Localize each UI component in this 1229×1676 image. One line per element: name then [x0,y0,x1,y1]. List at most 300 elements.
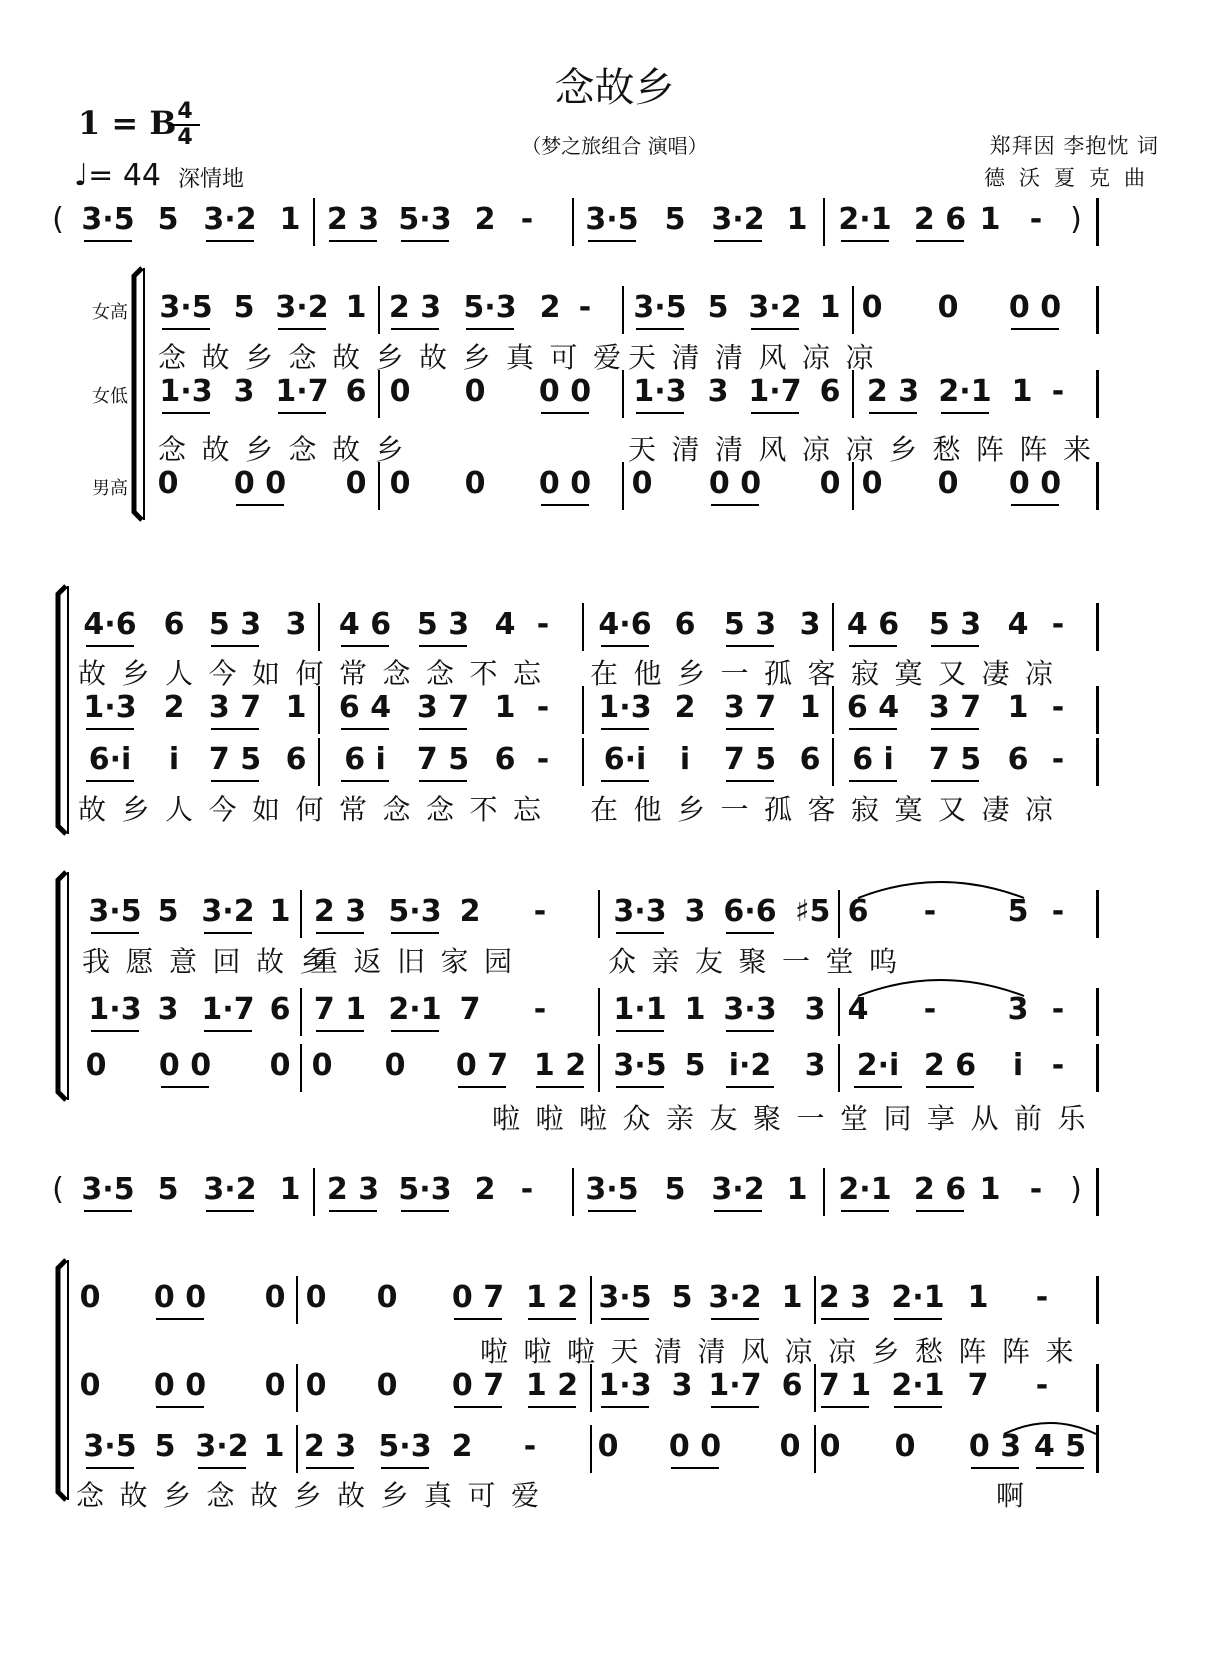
note-token: - [1035,1280,1049,1315]
song-title: 念故乡 [554,65,675,111]
beam-line [84,240,132,242]
note-token: 0 [264,1368,286,1403]
note-token: 4 [847,992,869,1027]
note-token: 3·2 [748,290,802,325]
note-token: 2 6 [913,202,967,237]
beam-line [466,328,514,330]
note-token: 3 7 [208,690,262,725]
beam-line [636,412,684,414]
note-token: 1·3 [83,690,137,725]
beam-line [849,645,897,647]
note-token: 2 [674,690,696,725]
note-token: 4·6 [83,607,137,642]
note-token: 6 [285,742,307,777]
beam-line [869,412,917,414]
note-token: 1·3 [88,992,142,1027]
note-token: 4 6 [846,607,900,642]
note-token: 1 [979,1172,1001,1207]
note-token: 7 1 [313,992,367,1027]
notation-row [0,1168,1229,1216]
barline [1096,286,1099,334]
beam-line [601,1318,649,1320]
note-token: - [1051,374,1065,409]
note-token: 1 [684,992,706,1027]
beam-line [401,240,449,242]
barline [1096,603,1099,651]
beam-line [726,645,774,647]
barline [1096,988,1099,1036]
beam-line [206,1210,254,1212]
note-token: 0 0 [538,466,592,501]
beam-line [636,328,684,330]
beam-line [916,1210,964,1212]
note-token: 5 3 [416,607,470,642]
barline [852,370,854,418]
note-token: - [1029,1172,1043,1207]
note-token: 2·1 [388,992,442,1027]
note-token: 3·2 [708,1280,762,1315]
beam-line [751,412,799,414]
note-token: 2 [451,1429,473,1464]
barline [582,738,584,786]
note-token: 6 [781,1368,803,1403]
note-token: 0 0 [1008,466,1062,501]
beam-line [616,1086,664,1088]
note-token: 5 [157,202,179,237]
note-token: ) [1070,202,1082,237]
lyric-line: 天清清风凉凉乡愁阵阵来 [628,433,1107,466]
beam-line [86,780,134,782]
note-token: 3·3 [613,894,667,929]
note-token: 2 3 [303,1429,357,1464]
note-token: 5 [1007,894,1029,929]
barline [590,1364,592,1412]
note-token: 6·i [88,742,132,777]
lyric-line: 念故乡念故乡故乡真可爱 [76,1479,555,1512]
beam-line [726,932,774,934]
beam-line [711,1406,759,1408]
lyric-line: 我愿意回故乡 [82,945,344,978]
note-token: 0 [464,466,486,501]
beam-line [536,1086,584,1088]
note-token: 1 [494,690,516,725]
note-token: 2 3 [326,202,380,237]
barline [1096,370,1099,418]
beam-line [198,1467,246,1469]
beam-line [341,645,389,647]
note-token: 3 7 [928,690,982,725]
note-token: ♯5 [795,894,831,929]
note-token: 6 4 [846,690,900,725]
lyricist-credit: 郑拜因 李抱忱 词 [989,134,1159,158]
beam-line [162,412,210,414]
barline [378,370,380,418]
note-token: 4·6 [598,607,652,642]
beam-line [391,1030,439,1032]
note-token: 1·1 [613,992,667,1027]
beam-line [316,932,364,934]
note-token: 0 [861,466,883,501]
note-token: 3 [233,374,255,409]
notation-row [0,198,1229,246]
note-token: - [578,290,592,325]
note-token: 1 [279,1172,301,1207]
beam-line [726,1086,774,1088]
note-token: 1 2 [525,1280,579,1315]
beam-line [941,412,989,414]
note-token: 1 [345,290,367,325]
beam-line [541,412,589,414]
lyric-line: 众亲友聚一堂呜 [608,945,913,978]
barline [1096,1168,1099,1216]
beam-line [391,932,439,934]
beam-line [86,645,134,647]
note-token: 1 [781,1280,803,1315]
notation-row [0,286,1229,334]
note-token: 7 5 [723,742,777,777]
note-token: 1·7 [748,374,802,409]
note-token: - [923,894,937,929]
beam-line [278,328,326,330]
note-token: - [536,690,550,725]
barline [852,286,854,334]
notation-row [0,1044,1229,1092]
beam-line [458,1086,506,1088]
beam-line [156,1406,204,1408]
note-token: 1 [1007,690,1029,725]
note-token: 3·5 [585,1172,639,1207]
note-token: 5 [233,290,255,325]
beam-line [616,932,664,934]
note-token: i·2 [728,1048,772,1083]
note-token: i [1012,1048,1024,1083]
note-token: 3·5 [81,1172,135,1207]
note-token: 2·i [856,1048,900,1083]
note-token: 0 [264,1280,286,1315]
note-token: - [1051,690,1065,725]
note-token: 1·7 [708,1368,762,1403]
tempo-mark: ♩= 44 [74,158,161,193]
lyric-line: 啊 [996,1479,1040,1512]
notation-row [0,1425,1229,1473]
note-token: 5 3 [208,607,262,642]
note-token: 0 [597,1429,619,1464]
note-token: 1·3 [633,374,687,409]
note-token: 0 [85,1048,107,1083]
beam-line [616,1030,664,1032]
note-token: 1 [979,202,1001,237]
notation-row [0,1276,1229,1324]
note-token: - [1051,742,1065,777]
beam-line [714,1210,762,1212]
note-token: - [533,894,547,929]
beam-line [419,780,467,782]
note-token: 2·1 [891,1280,945,1315]
note-token: 3·5 [598,1280,652,1315]
beam-line [916,240,964,242]
note-token: 6 [799,742,821,777]
note-token: 6 [345,374,367,409]
note-token: 4 [1007,607,1029,642]
note-token: 2 6 [923,1048,977,1083]
beam-line [931,780,979,782]
note-token: 6 [1007,742,1029,777]
beam-line [711,504,759,506]
beam-line [206,240,254,242]
note-token: 2 3 [388,290,442,325]
note-token: 3 [671,1368,693,1403]
barline [318,738,320,786]
note-token: ( [52,202,64,237]
beam-line [894,1406,942,1408]
beam-line [211,645,259,647]
barline [1096,198,1099,246]
note-token: 0 [389,374,411,409]
note-token: 0 [305,1280,327,1315]
note-token: 6 [847,894,869,929]
tempo-expression: 深情地 [178,167,245,192]
note-token: ) [1070,1172,1082,1207]
beam-line [601,728,649,730]
note-token: - [1051,894,1065,929]
note-token: 0 [464,374,486,409]
beam-line [528,1318,576,1320]
note-token: 6 i [344,742,386,777]
note-token: 1 2 [533,1048,587,1083]
note-token: 5 [157,894,179,929]
lyric-line: 念故乡念故乡故乡真可爱 [158,341,637,374]
beam-line [86,1467,134,1469]
barline [598,1044,600,1092]
note-token: - [533,992,547,1027]
note-token: 1 [967,1280,989,1315]
lyric-line: 天清清风凉凉 [628,341,890,374]
note-token: 0 0 [668,1429,722,1464]
note-token: 1 2 [525,1368,579,1403]
note-token: 2 [474,202,496,237]
note-token: 3·5 [585,202,639,237]
beam-line [726,1030,774,1032]
beam-line [401,1210,449,1212]
note-token: 2 [459,894,481,929]
beam-line [588,1210,636,1212]
barline [1096,686,1099,734]
beam-line [381,1467,429,1469]
barline [1096,1364,1099,1412]
note-token: 0 [345,466,367,501]
note-token: 5 [157,1172,179,1207]
note-token: i [168,742,180,777]
beam-line [316,1030,364,1032]
meter-top: 4 [177,99,193,124]
note-token: 0 7 [455,1048,509,1083]
notation-row [0,1364,1229,1412]
note-token: 3 [804,1048,826,1083]
note-token: 0 [157,466,179,501]
beam-line [204,1030,252,1032]
note-token: - [536,742,550,777]
note-token: 0 [861,290,883,325]
note-token: - [1029,202,1043,237]
beam-line [671,1467,719,1469]
note-token: 2·1 [838,1172,892,1207]
note-token: 2 3 [313,894,367,929]
meter-bottom: 4 [177,125,193,150]
note-token: 3·5 [83,1429,137,1464]
note-token: 3 [799,607,821,642]
part-label-alto: 女低 [92,386,128,407]
note-token: 7 [967,1368,989,1403]
barline [832,686,834,734]
note-token: 2 [474,1172,496,1207]
barline [598,890,600,938]
notation-row [0,686,1229,734]
note-token: 0 [937,466,959,501]
beam-line [236,504,284,506]
beam-line [849,780,897,782]
barline [1096,738,1099,786]
note-token: 0 [269,1048,291,1083]
note-token: 0 [894,1429,916,1464]
lyric-line: 故乡人今如何常念念不忘 [78,793,557,826]
barline [590,1425,592,1473]
note-token: 2 [163,690,185,725]
note-token: 0 [311,1048,333,1083]
beam-line [726,780,774,782]
note-token: 1·3 [159,374,213,409]
note-token: ( [52,1172,64,1207]
barline [318,686,320,734]
beam-line [454,1318,502,1320]
beam-line [601,780,649,782]
note-token: 6·i [603,742,647,777]
note-token: 1·7 [275,374,329,409]
notation-row [0,462,1229,510]
note-token: 5·3 [398,202,452,237]
barline [313,1168,315,1216]
beam-line [306,1467,354,1469]
notation-row [0,370,1229,418]
beam-line [156,1318,204,1320]
beam-line [926,1086,974,1088]
note-token: 0 [79,1280,101,1315]
barline [1096,462,1099,510]
lyric-line: 故乡人今如何常念念不忘 [78,657,557,690]
beam-line [91,932,139,934]
barline [622,286,624,334]
beam-line [821,1318,869,1320]
barline [296,1364,298,1412]
barline [572,1168,574,1216]
note-token: 0 [937,290,959,325]
note-token: 0 [779,1429,801,1464]
barline [1096,1276,1099,1324]
notation-row [0,603,1229,651]
note-token: 0 7 [451,1280,505,1315]
notation-row [0,738,1229,786]
beam-line [454,1406,502,1408]
barline [832,603,834,651]
note-token: 3 [157,992,179,1027]
note-token: 1 [263,1429,285,1464]
beam-line [931,728,979,730]
note-token: - [1051,607,1065,642]
note-token: 0 0 [708,466,762,501]
beam-line [1011,504,1059,506]
note-token: 3 [285,607,307,642]
note-token: 5 [664,1172,686,1207]
note-token: 0 [376,1280,398,1315]
note-token: 3·5 [633,290,687,325]
note-token: 3·2 [201,894,255,929]
note-token: 0 3 [968,1429,1022,1464]
barline [598,988,600,1036]
part-label-tenor: 男高 [92,478,128,499]
note-token: - [1051,1048,1065,1083]
note-token: 6 [819,374,841,409]
note-token: 5·3 [398,1172,452,1207]
note-token: 1 [786,202,808,237]
notation-row [0,988,1229,1036]
note-token: 2 [539,290,561,325]
note-token: 6 [674,607,696,642]
barline [1096,1425,1099,1473]
note-token: 3 7 [723,690,777,725]
note-token: - [520,1172,534,1207]
beam-line [726,728,774,730]
note-token: 7 1 [818,1368,872,1403]
beam-line [1036,1467,1084,1469]
note-token: 5 3 [723,607,777,642]
beam-line [711,1318,759,1320]
note-token: 5·3 [378,1429,432,1464]
note-token: 3 7 [416,690,470,725]
note-token: 2 6 [913,1172,967,1207]
beam-line [211,780,259,782]
beam-line [971,1467,1019,1469]
note-token: 4 [494,607,516,642]
barline [582,686,584,734]
note-token: 1·3 [598,690,652,725]
note-token: 3 [684,894,706,929]
note-token: 0 0 [538,374,592,409]
barline [622,370,624,418]
beam-line [894,1318,942,1320]
barline [823,198,825,246]
performer-credit: （梦之旅组合 演唱） [521,134,708,158]
barline [313,198,315,246]
beam-line [329,240,377,242]
beam-line [821,1406,869,1408]
barline [572,198,574,246]
part-label-soprano: 女高 [92,302,128,323]
note-token: 7 5 [208,742,262,777]
note-token: 3·5 [81,202,135,237]
lyric-line: 在他乡一孤客寂寞又凄凉 [590,793,1069,826]
note-token: 1 [269,894,291,929]
barline [378,286,380,334]
note-token: 0 [631,466,653,501]
barline [296,1425,298,1473]
note-token: - [523,1429,537,1464]
note-token: - [1035,1368,1049,1403]
note-token: 0 0 [1008,290,1062,325]
beam-line [341,780,389,782]
beam-line [329,1210,377,1212]
note-token: - [520,202,534,237]
beam-line [161,1086,209,1088]
beam-line [751,328,799,330]
